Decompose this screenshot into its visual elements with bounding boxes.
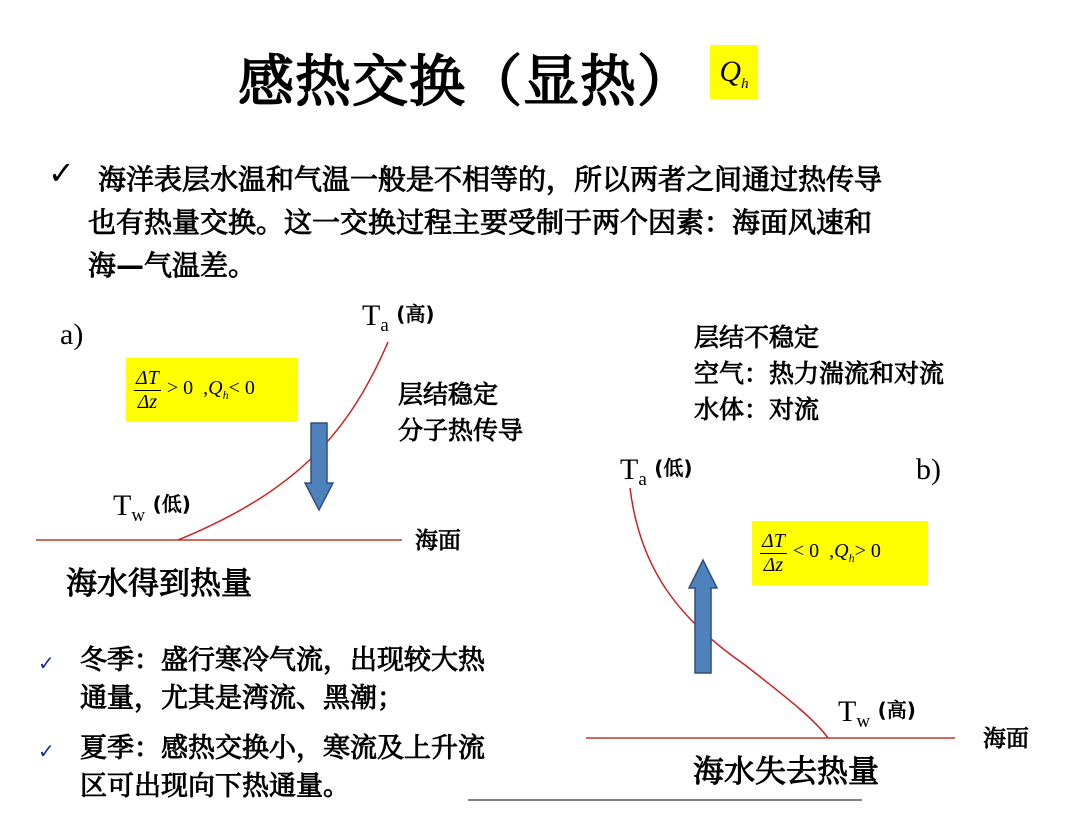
- panel-b-ta-sub: a: [638, 469, 647, 490]
- panel-a-fraction: [134, 367, 161, 414]
- panel-a-cond-2: < 0: [228, 377, 255, 399]
- panel-a-stability-line-1: 层结稳定: [398, 380, 499, 409]
- panel-b-formula-rest: < 0 $,Q_h> 0$: [792, 540, 881, 565]
- panel-a-cond-1: > 0: [166, 377, 194, 399]
- intro-line-3: 海—气温差。: [88, 249, 257, 282]
- panel-a-frac-num: ΔT: [136, 366, 159, 389]
- panel-b-formula: [752, 521, 928, 585]
- panel-a-sea-label: 海面: [415, 528, 461, 554]
- season-bullets: [38, 642, 598, 818]
- intro-line-2: 也有热量交换。这一交换过程主要受制于两个因素：海面风速和: [88, 206, 873, 239]
- page-title: 感热交换（显热）: [238, 50, 694, 115]
- bullet-winter-line-2: 通量，尤其是湾流、黑潮；: [80, 683, 404, 714]
- bullet-summer-line-1: 夏季：感热交换小，寒流及上升流: [80, 733, 485, 764]
- up-arrow-b: [689, 560, 717, 673]
- panel-b-stability-line-2: 空气：热力湍流和对流: [694, 359, 945, 388]
- panel-b-tw-note: (高): [877, 698, 916, 722]
- bullet-winter: [38, 642, 598, 718]
- panel-b-frac-num: ΔT: [762, 529, 785, 552]
- panel-b-ta-symbol: T: [620, 453, 639, 486]
- bullet-summer-line-2: 区可出现向下热通量。: [80, 771, 350, 802]
- check-icon: ✓: [38, 739, 55, 763]
- panel-b-stability-line-1: 层结不稳定: [694, 323, 820, 352]
- panel-a-ta-label: [362, 298, 435, 337]
- panel-b-q: Q: [834, 540, 849, 562]
- panel-b-stability: [694, 320, 944, 428]
- panel-a-tw-label: [113, 488, 191, 527]
- check-icon: ✓: [38, 651, 55, 675]
- qh-symbol-main: Q: [719, 55, 742, 88]
- panel-b-tw-sub: w: [856, 711, 871, 732]
- panel-b-q-sub: h: [848, 551, 855, 565]
- bullet-winter-line-1: 冬季：盛行寒冷气流，出现较大热: [80, 645, 485, 676]
- panel-b-tw-label: [838, 694, 916, 733]
- panel-b-label: b): [916, 453, 941, 486]
- panel-a-ta-symbol: T: [362, 299, 381, 332]
- panel-a-formula: [126, 358, 298, 422]
- panel-b-stability-line-3: 水体：对流: [694, 395, 820, 424]
- panel-b-ta-note: (低): [654, 456, 693, 480]
- panel-a-frac-den: Δz: [137, 390, 158, 413]
- checkmark-icon: ✓: [48, 154, 75, 192]
- panel-b-ta-label: [620, 452, 693, 491]
- panel-b-sea-label: 海面: [983, 726, 1029, 752]
- bullet-summer: [38, 730, 598, 806]
- panel-a-stability-line-2: 分子热传导: [398, 416, 524, 445]
- panel-b-cond-2: > 0: [854, 540, 881, 562]
- panel-b-caption: 海水失去热量: [693, 754, 879, 790]
- panel-a-formula-rest: > 0 $,Q_h< 0$: [166, 377, 255, 402]
- qh-symbol-sub: h: [741, 76, 749, 92]
- panel-a-q: Q: [208, 377, 223, 399]
- panel-a-label: a): [60, 318, 84, 351]
- panel-a-ta-note: (高): [396, 302, 435, 326]
- panel-a-q-sub: h: [222, 388, 229, 402]
- panel-a-stability: [398, 377, 523, 449]
- panel-b-cond-1: < 0: [792, 540, 820, 562]
- down-arrow-a: [305, 423, 333, 510]
- panel-b-frac-den: Δz: [763, 553, 784, 576]
- panel-a-ta-sub: a: [380, 315, 389, 336]
- panel-b-fraction: [760, 530, 787, 577]
- panel-a-tw-sub: w: [131, 505, 146, 526]
- panel-a-caption: 海水得到热量: [66, 566, 252, 602]
- panel-b-tw-symbol: T: [838, 695, 857, 728]
- intro-line-1: 海洋表层水温和气温一般是不相等的，所以两者之间通过热传导: [98, 163, 883, 196]
- panel-a-tw-note: (低): [152, 492, 191, 516]
- panel-a-tw-symbol: T: [113, 489, 132, 522]
